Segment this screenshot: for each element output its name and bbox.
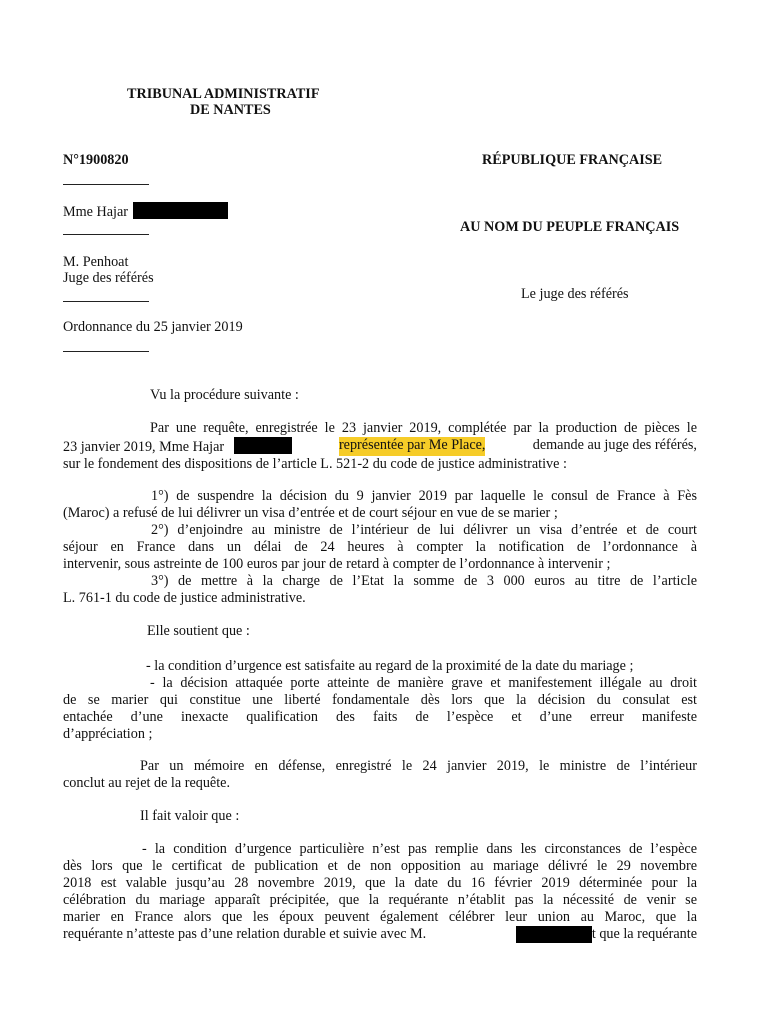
- request-text-b: demande au juge des référés,: [532, 437, 697, 453]
- divider: [63, 351, 149, 352]
- case-number: N°1900820: [63, 152, 129, 168]
- people-heading: AU NOM DU PEUPLE FRANÇAIS: [460, 219, 680, 235]
- conclusion-1: [63, 488, 697, 522]
- paragraph-line: - la condition d’urgence particulière n’est pas remplie dans les circonstances de l’espèce: [142, 841, 697, 857]
- paragraph-line: - la décision attaquée porte atteinte de manière grave et manifestement illégale au droit: [150, 675, 697, 691]
- paragraph-line: célébration du mariage apparaît précipitée, que la requérante n’établit pas la nécessité de venir se: [63, 892, 697, 908]
- paragraph-line: 2°) d’enjoindre au ministre de l’intérieur de lui délivrer un visa d’entrée et de court: [151, 522, 697, 538]
- paragraph-line: 2018 est valable jusqu’au 28 novembre 2019, que la date du 16 février 2019 déterminée pour la: [63, 875, 697, 891]
- paragraph-line: Par une requête, enregistrée le 23 janvier 2019, complétée par la production de pièces le: [150, 420, 697, 436]
- order-date: Ordonnance du 25 janvier 2019: [63, 319, 243, 335]
- defense-intro: Il fait valoir que :: [140, 808, 240, 824]
- paragraph-line: dès lors que le certificat de publication et de non opposition au mariage délivré le 29 novembre: [63, 858, 697, 874]
- party-name-text: Mme Hajar: [63, 204, 129, 220]
- court-name-line2: DE NANTES: [190, 102, 271, 118]
- judge-heading-right: Le juge des référés: [521, 286, 629, 302]
- paragraph-line: marier en France alors que les époux peuvent également célébrer leur union au Maroc, que la: [63, 909, 697, 925]
- argument-1: [63, 658, 697, 675]
- defense-paragraph: [63, 758, 697, 792]
- defense-argument: [63, 841, 697, 943]
- divider: [63, 184, 149, 185]
- court-name-line1: TRIBUNAL ADMINISTRATIF: [127, 86, 320, 102]
- redaction-box: [133, 202, 228, 219]
- request-paragraph: [63, 420, 697, 473]
- paragraph-line: - la condition d’urgence est satisfaite au regard de la proximité de la date du mariage ;: [146, 658, 634, 674]
- divider: [63, 234, 149, 235]
- paragraph-line: séjour en France dans un délai de 24 heures à compter la notification de l’ordonnance à: [63, 539, 697, 555]
- conclusion-3: [63, 573, 697, 607]
- republic-heading: RÉPUBLIQUE FRANÇAISE: [482, 152, 663, 168]
- request-text-a: 23 janvier 2019, Mme Hajar: [63, 439, 225, 455]
- arguments-intro: Elle soutient que :: [147, 623, 250, 639]
- paragraph-line: entachée d’une inexacte qualification des faits de l’espèce et d’une erreur manifeste: [63, 709, 697, 725]
- judge-title: Juge des référés: [63, 270, 154, 286]
- defense-text-tail: [516, 926, 697, 943]
- paragraph-line: 3°) de mettre à la charge de l’Etat la somme de 3 000 euros au titre de l’article: [151, 573, 697, 589]
- paragraph-line: 1°) de suspendre la décision du 9 janvier 2019 par laquelle le consul de France à Fès: [151, 488, 697, 504]
- paragraph-line: [63, 926, 697, 943]
- defense-text-a: requérante n’atteste pas d’une relation durable et suivie avec M.: [63, 926, 427, 942]
- paragraph-line: Par un mémoire en défense, enregistré le 24 janvier 2019, le ministre de l’intérieur: [140, 758, 697, 774]
- judge-name: M. Penhoat: [63, 254, 129, 270]
- defense-text-b: t que la requérante: [591, 926, 697, 942]
- request-text: [63, 437, 292, 456]
- paragraph-line: [63, 437, 697, 456]
- redaction-box: [234, 437, 292, 454]
- divider: [63, 301, 149, 302]
- procedure-intro: Vu la procédure suivante :: [150, 387, 299, 403]
- highlighted-text: représentée par Me Place,: [339, 437, 486, 456]
- paragraph-line: sur le fondement des dispositions de l’article L. 521-2 du code de justice administrative :: [63, 456, 567, 472]
- conclusion-2: [63, 522, 697, 573]
- argument-2: [63, 675, 697, 743]
- paragraph-line: conclut au rejet de la requête.: [63, 775, 231, 791]
- party-name: [63, 202, 228, 220]
- paragraph-line: d’appréciation ;: [63, 726, 153, 742]
- paragraph-line: (Maroc) a refusé de lui délivrer un visa d’entrée et de court séjour en vue de se marier ;: [63, 505, 558, 521]
- paragraph-line: intervenir, sous astreinte de 100 euros par jour de retard à compter de l’ordonnance à intervenir ;: [63, 556, 611, 572]
- redaction-box: [516, 926, 592, 943]
- paragraph-line: de se marier qui constitue une liberté fondamentale dès lors que la décision du consulat est: [63, 692, 697, 708]
- paragraph-line: L. 761-1 du code de justice administrative.: [63, 590, 306, 606]
